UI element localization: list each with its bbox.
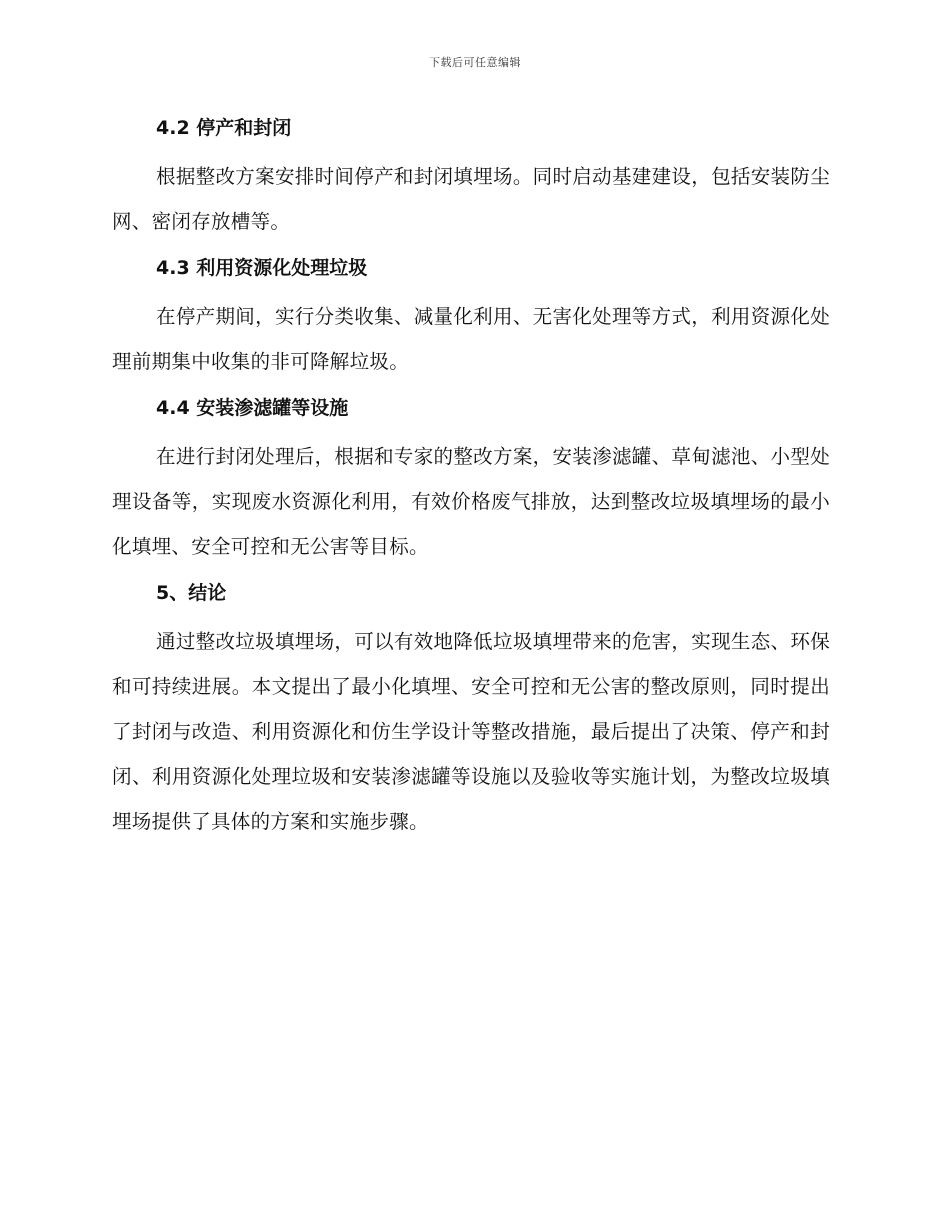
section-heading: 4.2 停产和封闭 xyxy=(156,117,292,139)
section-5 xyxy=(112,577,830,844)
section-heading: 4.4 安装渗滤罐等设施 xyxy=(156,397,349,419)
section-4-2 xyxy=(112,112,830,244)
section-paragraph: 在停产期间，实行分类收集、减量化利用、无害化处理等方式，利用资源化处理前期集中收集的非可降解垃圾。 xyxy=(112,305,830,373)
section-4-4 xyxy=(112,392,830,569)
section-paragraph: 根据整改方案安排时间停产和封闭填埋场。同时启动基建建设，包括安装防尘网、密闭存放槽等。 xyxy=(112,165,830,233)
section-heading: 4.3 利用资源化处理垃圾 xyxy=(156,257,368,279)
section-paragraph: 通过整改垃圾填埋场，可以有效地降低垃圾填埋带来的危害，实现生态、环保和可持续进展。本文提出了最小化填埋、安全可控和无公害的整改原则，同时提出了封闭与改造、利用资源化和仿生学设计等整改措施，最后提出了决策、停产和封闭、利用资源化处理垃圾和安装渗滤罐等设施以及验收等实施计划，为整改垃圾填埋场提供了具体的方案和实施步骤。 xyxy=(112,630,830,833)
section-paragraph: 在进行封闭处理后，根据和专家的整改方案，安装渗滤罐、草甸滤池、小型处理设备等，实现废水资源化利用，有效价格废气排放，达到整改垃圾填埋场的最小化填埋、安全可控和无公害等目标。 xyxy=(112,445,830,558)
document-body xyxy=(112,112,830,852)
header-note: 下载后可任意编辑 xyxy=(429,56,521,69)
section-4-3 xyxy=(112,252,830,384)
section-heading: 5、结论 xyxy=(156,582,227,604)
